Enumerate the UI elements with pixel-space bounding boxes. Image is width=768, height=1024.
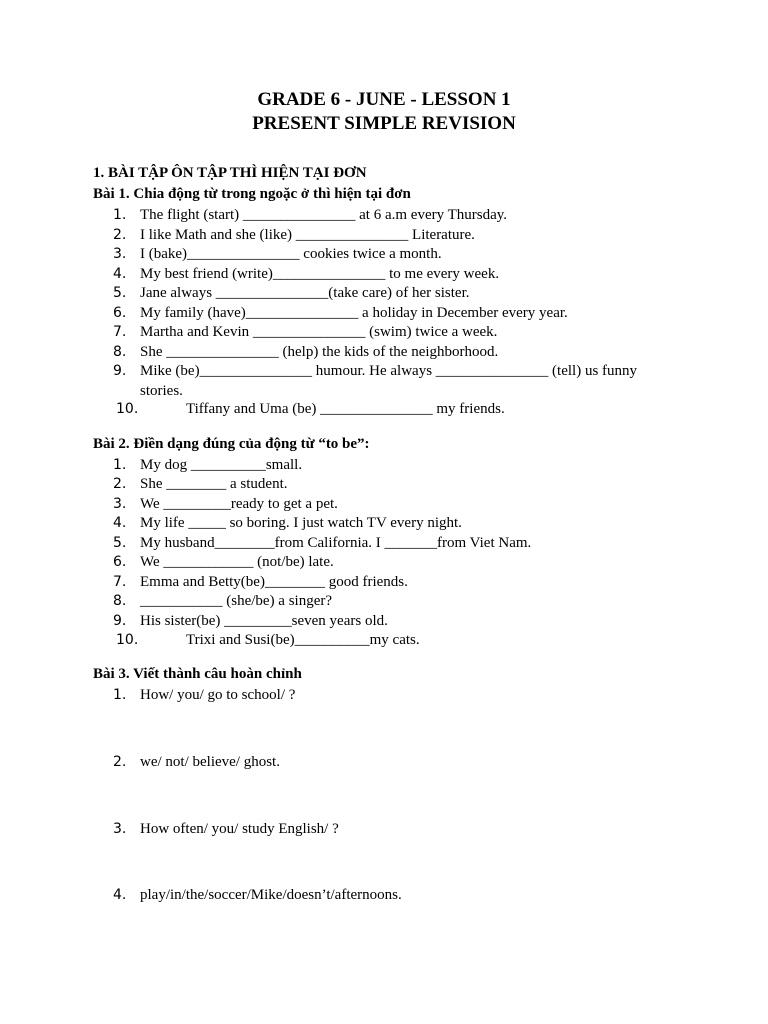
item-text: Martha and Kevin _______________ (swim) twice a week. bbox=[140, 324, 498, 340]
item-text: Mike (be)_______________ humour. He always _______________ (tell) us funny stories. bbox=[140, 363, 638, 399]
item-number: 9. bbox=[113, 363, 127, 379]
item-text: We _________ready to get a pet. bbox=[140, 495, 338, 512]
exercise-2-heading: Bài 2. Điền dạng đúng của động từ “to be”: bbox=[93, 436, 370, 452]
exercise-1-heading: Bài 1. Chia động từ trong ngoặc ở thì hiện tại đơn bbox=[93, 186, 411, 202]
item-text: The flight (start) _______________ at 6 a.m every Thursday. bbox=[140, 207, 508, 223]
item-number: 7. bbox=[113, 573, 127, 590]
item-text: I (bake)_______________ cookies twice a month. bbox=[140, 246, 442, 262]
item-number: 1. bbox=[113, 687, 127, 703]
item-text: ___________ (she/be) a singer? bbox=[140, 593, 333, 609]
item-number: 10. bbox=[116, 401, 139, 417]
item-text: She ________ a student. bbox=[140, 476, 288, 492]
item-text: we/ not/ believe/ ghost. bbox=[140, 754, 280, 770]
item-number: 7. bbox=[113, 324, 127, 340]
item-text: Tiffany and Uma (be) _______________ my friends. bbox=[186, 401, 505, 417]
item-text: How often/ you/ study English/ ? bbox=[140, 821, 339, 837]
item-number: 3. bbox=[113, 246, 127, 262]
item-number: 5. bbox=[113, 534, 127, 551]
item-number: 4. bbox=[113, 887, 127, 903]
item-number: 8. bbox=[113, 593, 127, 609]
item-number: 4. bbox=[113, 515, 127, 531]
item-number: 8. bbox=[113, 343, 127, 360]
item-number: 10. bbox=[116, 632, 139, 648]
item-text: My dog __________small. bbox=[140, 457, 303, 473]
item-text: My life _____ so boring. I just watch TV every night. bbox=[140, 515, 462, 531]
item-number: 2. bbox=[113, 226, 127, 243]
item-number: 9. bbox=[113, 612, 127, 629]
item-text: How/ you/ go to school/ ? bbox=[140, 687, 296, 703]
page-title: GRADE 6 - JUNE - LESSON 1 bbox=[257, 89, 511, 110]
item-text: Emma and Betty(be)________ good friends. bbox=[140, 573, 408, 590]
item-text: We ____________ (not/be) late. bbox=[140, 554, 334, 570]
item-number: 3. bbox=[113, 821, 127, 837]
item-number: 2. bbox=[113, 754, 127, 770]
item-number: 5. bbox=[113, 285, 127, 301]
section-heading: 1. BÀI TẬP ÔN TẬP THÌ HIỆN TẠI ĐƠN bbox=[93, 165, 367, 181]
item-number: 3. bbox=[113, 495, 127, 512]
item-number: 4. bbox=[113, 265, 127, 282]
exercise-3-heading: Bài 3. Viết thành câu hoàn chỉnh bbox=[93, 666, 302, 682]
item-text: His sister(be) _________seven years old. bbox=[140, 612, 388, 629]
item-text: She _______________ (help) the kids of the neighborhood. bbox=[140, 343, 499, 360]
item-text: Jane always _______________(take care) of her sister. bbox=[140, 285, 470, 301]
item-text: My family (have)_______________ a holiday in December every year. bbox=[140, 304, 568, 321]
item-number: 6. bbox=[113, 304, 127, 321]
page-subtitle: PRESENT SIMPLE REVISION bbox=[252, 113, 516, 134]
item-number: 6. bbox=[113, 554, 127, 570]
item-text: play/in/the/soccer/Mike/doesn’t/afternoons. bbox=[140, 887, 402, 903]
item-text: I like Math and she (like) _______________ Literature. bbox=[140, 226, 475, 243]
item-number: 1. bbox=[113, 457, 127, 473]
item-text: My husband________from California. I _______from Viet Nam. bbox=[140, 534, 532, 551]
item-text: My best friend (write)_______________ to me every week. bbox=[140, 265, 500, 282]
item-number: 1. bbox=[113, 207, 127, 223]
item-number: 2. bbox=[113, 476, 127, 492]
item-text: Trixi and Susi(be)__________my cats. bbox=[186, 632, 420, 648]
